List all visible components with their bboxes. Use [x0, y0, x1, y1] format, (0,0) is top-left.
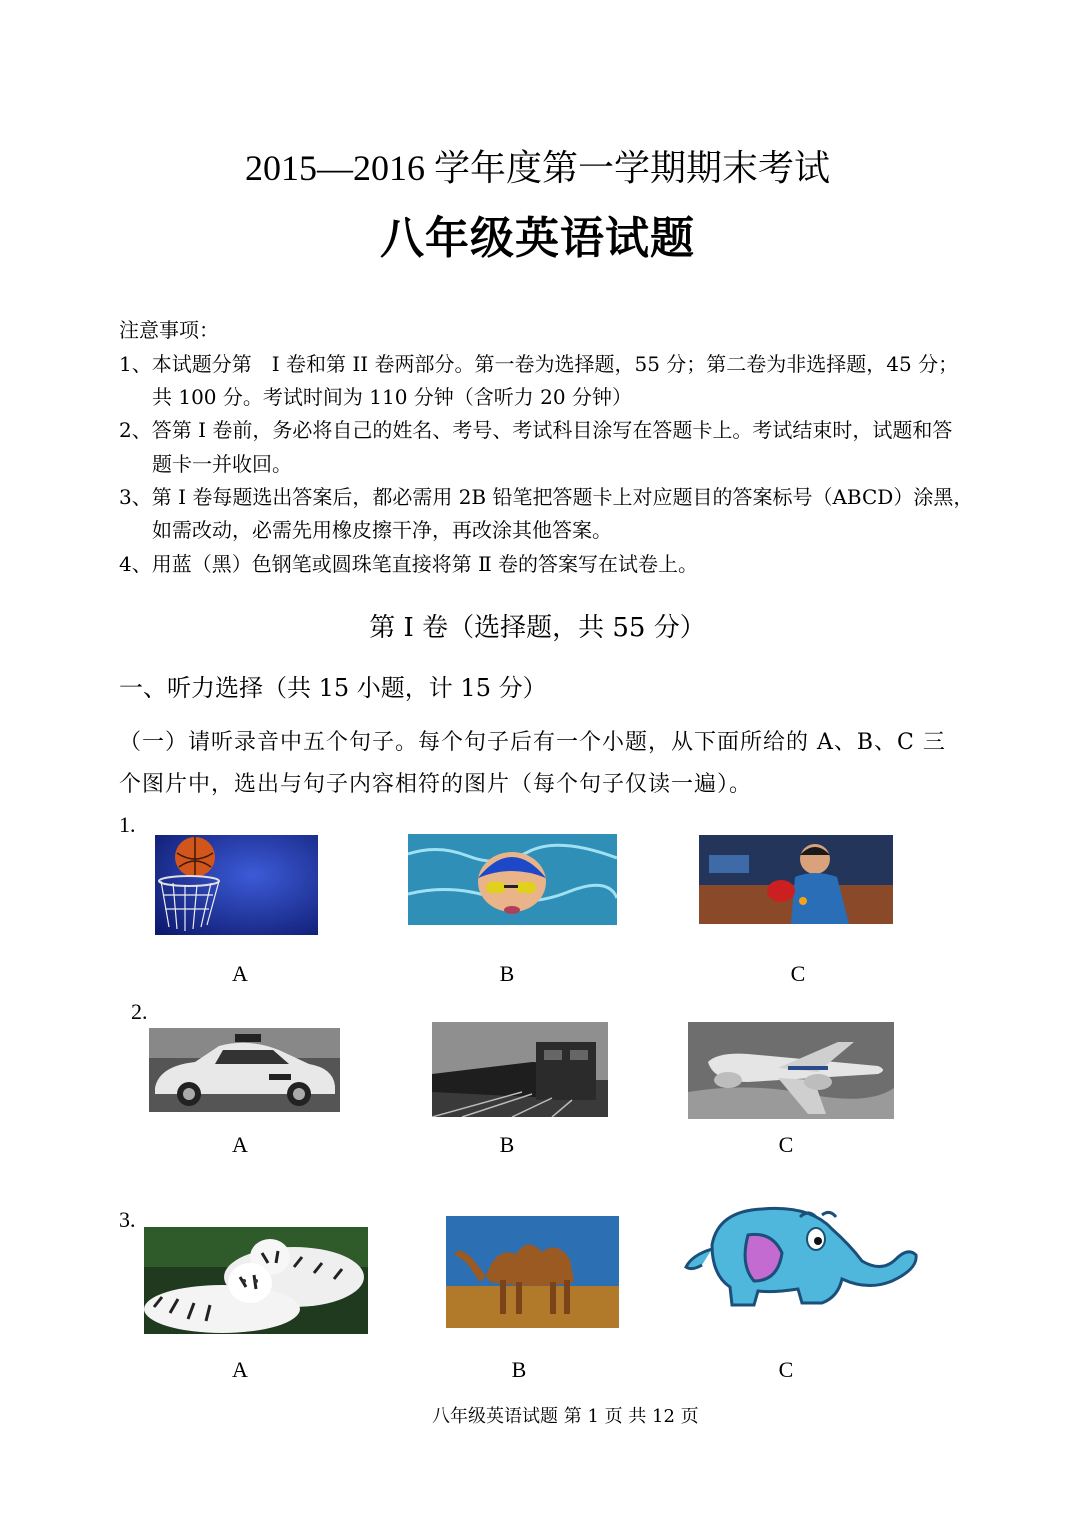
notice-item-2: 2、答第 I 卷前，务必将自己的姓名、考号、考试科目涂写在答题卡上。考试结束时，试题和答: [119, 418, 953, 442]
notice-item-4: 4、用蓝（黑）色钢笔或圆珠笔直接将第 Ⅱ 卷的答案写在试卷上。: [119, 552, 699, 576]
option-label: A: [232, 961, 248, 986]
question-number: 2.: [131, 999, 148, 1024]
page-footer: 八年级英语试题 第 1 页 共 12 页: [432, 1406, 699, 1427]
option-label: B: [511, 1357, 527, 1382]
airplane-image: [688, 1022, 894, 1119]
subject-title: 八年级英语试题: [380, 213, 695, 264]
train-image: [432, 1022, 608, 1117]
notice-item-1: 1、本试题分第 I 卷和第 II 卷两部分。第一卷为选择题，55 分；第二卷为非选择题，45 分；: [119, 352, 959, 376]
section-title: 第 I 卷（选择题，共 55 分）: [369, 613, 706, 643]
option-label: A: [232, 1357, 248, 1382]
notice-item-1-cont: 共 100 分。考试时间为 110 分钟（含听力 20 分钟）: [152, 385, 632, 409]
basketball-hoop-image: [155, 835, 318, 935]
option-label: C: [778, 1357, 794, 1382]
option-label: C: [778, 1132, 794, 1157]
notice-item-3: 3、第 I 卷每题选出答案后，都必需用 2B 铅笔把答题卡上对应题目的答案标号（ABCD）涂黑，: [119, 485, 974, 509]
question-number: 1.: [119, 812, 136, 837]
option-label: C: [790, 961, 806, 986]
white-tigers-image: [144, 1227, 368, 1334]
exam-title: 2015—2016 学年度第一学期期末考试: [244, 148, 830, 188]
notice-item-2-cont: 题卡一并收回。: [152, 452, 292, 476]
option-label: B: [499, 961, 515, 986]
swimmer-image: [408, 834, 617, 925]
cartoon-elephant-image: [682, 1205, 920, 1311]
option-label: A: [232, 1132, 248, 1157]
taxi-car-image: [149, 1028, 340, 1112]
camel-image: [446, 1216, 619, 1328]
instruction-line-2: 个图片中，选出与句子内容相符的图片（每个句子仅读一遍）。: [119, 772, 753, 797]
ping-pong-player-image: [699, 835, 893, 924]
option-label: B: [499, 1132, 515, 1157]
notice-item-3-cont: 如需改动，必需先用橡皮擦干净，再改涂其他答案。: [152, 518, 612, 542]
notice-heading: 注意事项：: [119, 318, 219, 342]
part-title: 一、听力选择（共 15 小题，计 15 分）: [119, 674, 547, 702]
instruction-line-1: （一）请听录音中五个句子。每个句子后有一个小题，从下面所给的 A、B、C 三: [119, 730, 946, 755]
question-number: 3.: [119, 1207, 136, 1232]
